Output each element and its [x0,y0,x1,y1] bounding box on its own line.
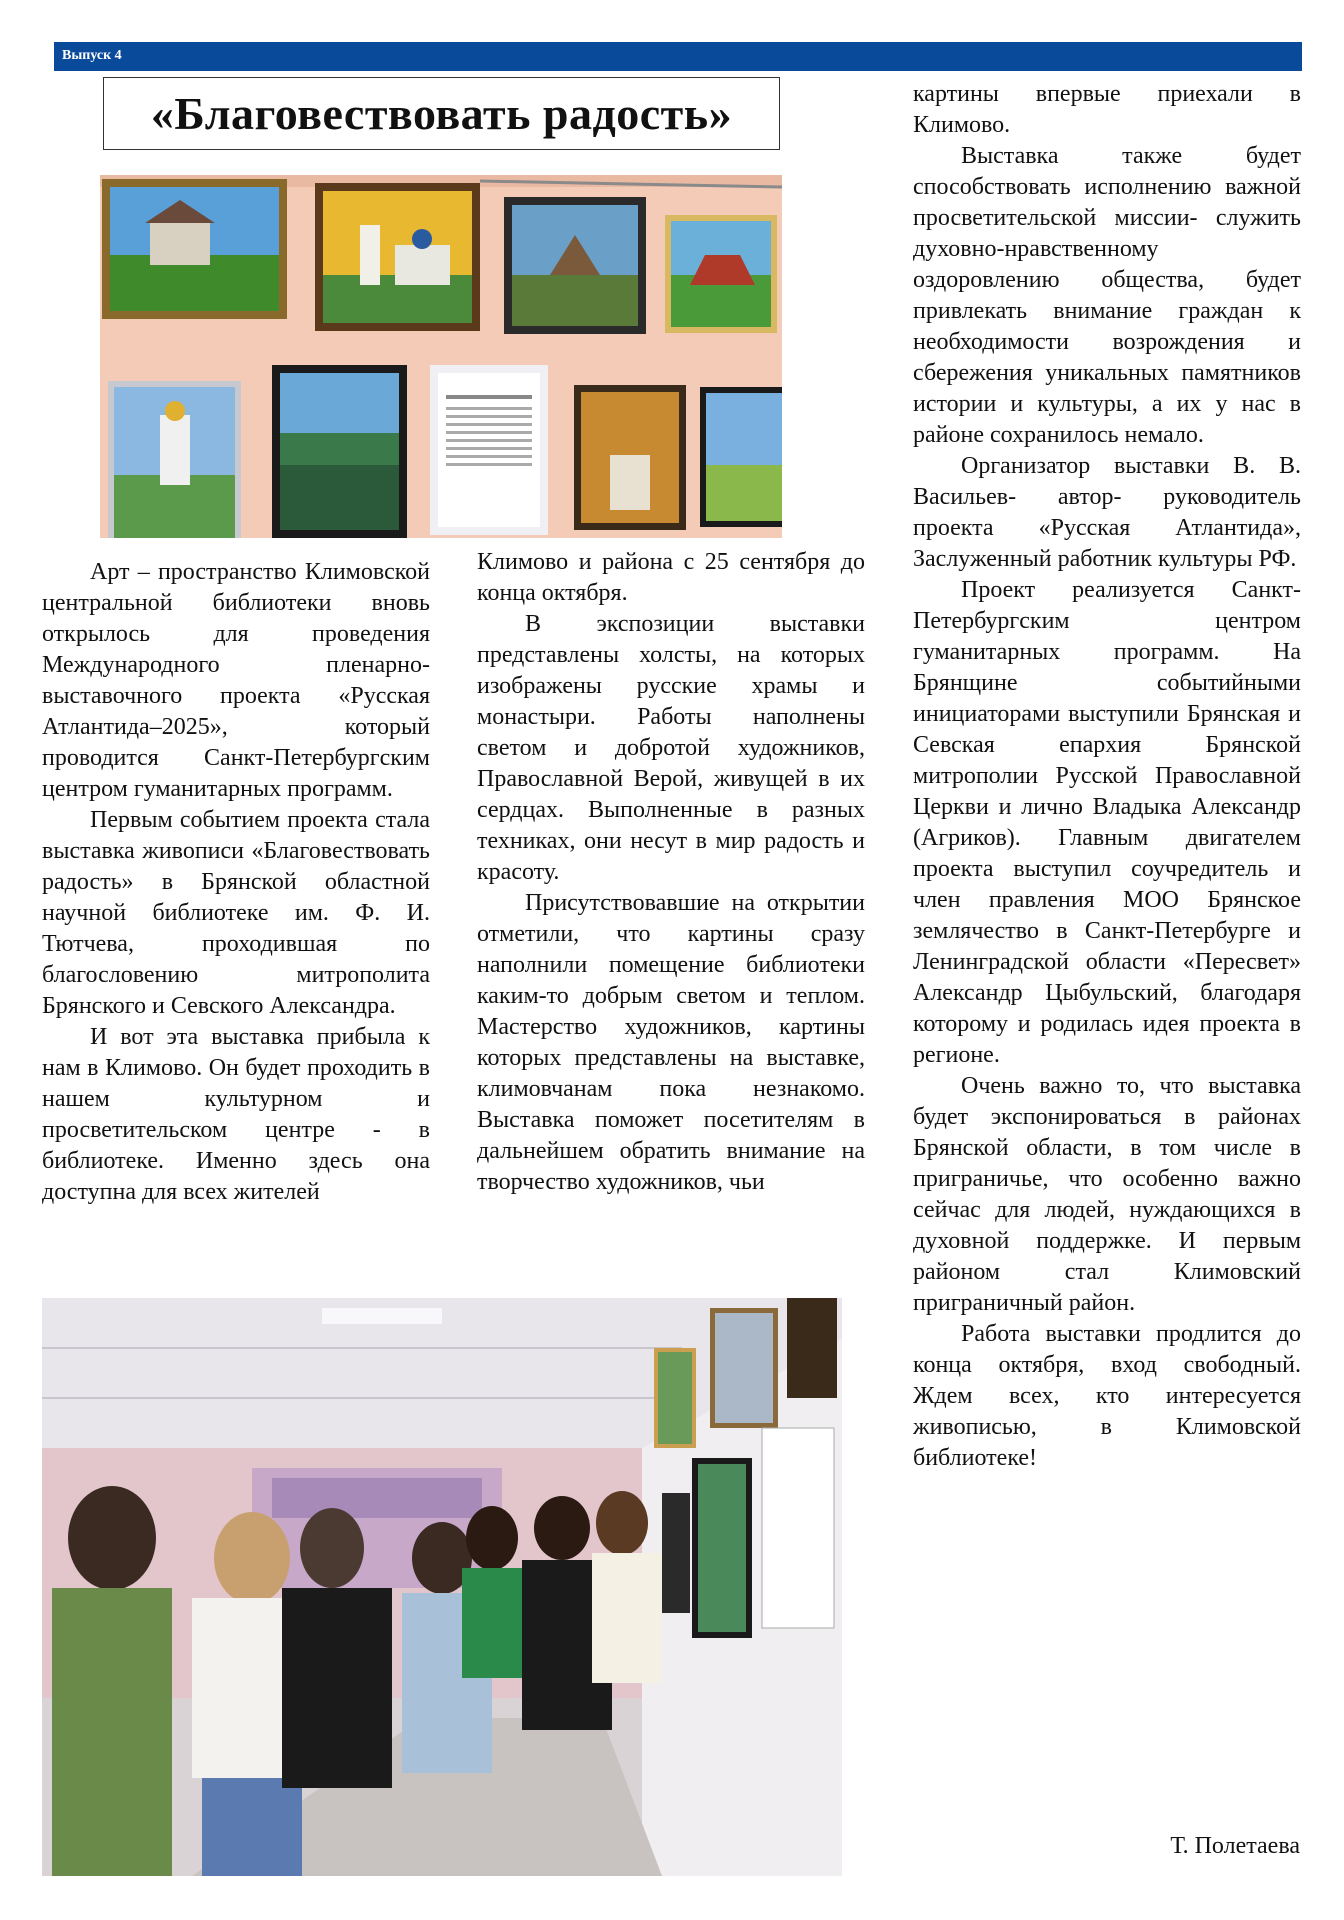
issue-label: Выпуск 4 [62,48,122,63]
paragraph: Очень важно то, что выставка будет экспонироваться в районах Брянской области, в том числе в приграничье, что особенно важно сейчас для людей, нуждающихся в духовной поддержке. И первым районом стал Климовский приграничный район. [913,1073,1301,1316]
paragraph: И вот эта выставка прибыла к нам в Климово. Он будет проходить в нашем культурном и просветительском центре - в библиотеке. Именно здесь она доступна для всех жителей [42,1024,430,1205]
article-column-3 [913,79,1301,1474]
paragraph: Выставка также будет способствовать исполнению важной просветительской миссии- служить духовно-нравственному оздоровлению общества, будет привлекать внимание граждан к необходимости возрождения и сбережения уникальных памятников истории и культуры, а их у нас в районе сохранилось немало. [913,143,1301,448]
paragraph: картины впервые приехали в Климово. [913,81,1301,138]
article-column-2 [477,547,865,1198]
paragraph: Проект реализуется Санкт-Петербургским центром гуманитарных программ. На Брянщине событийными инициаторами выступили Брянская и Севская епархия Брянской митрополии Русской Православной Церкви и лично Владыка Александр (Агриков). Главным двигателем проекта выступил соучредитель и член правления МОО Брянское землячество в Санкт-Петербурге и Ленинградской области «Пересвет» Александр Цыбульский, благодаря которому и родилась идея проекта в регионе. [913,577,1301,1068]
paragraph: Работа выставки продлится до конца октября, вход свободный. Ждем всех, кто интересуется живописью, в Климовской библиотеке! [913,1321,1301,1471]
paragraph: В экспозиции выставки представлены холсты, на которых изображены русские храмы и монастыри. Работы наполнены светом и добротой художников, Православной Верой, живущей в их сердцах. Выполненные в разных техниках, они несут в мир радость и красоту. [477,611,865,885]
paragraph: Присутствовавшие на открытии отметили, что картины сразу наполнили помещение библиотеки каким-то добрым светом и теплом. Мастерство художников, картины которых представлены на выставке, климовчанам пока незнакомо. Выставка поможет посетителям в дальнейшем обратить внимание на творчество художников, чьи [477,890,865,1195]
author-signature: Т. Полетаева [1170,1833,1300,1859]
paragraph: Арт – пространство Климовской центральной библиотеки вновь открылось для проведения Международного пленарно-выставочного проекта «Русская Атлантида–2025», который проводится Санкт-Петербургским центром гуманитарных программ. [42,559,430,802]
paragraph: Первым событием проекта стала выставка живописи «Благовествовать радость» в Брянской областной научной библиотеке им. Ф. И. Тютчева, проходившая по благословению митрополита Брянского и Севского Александра. [42,807,430,1019]
article-column-1 [42,557,430,1208]
paragraph: Организатор выставки В. В. Васильев- автор- руководитель проекта «Русская Атлантида», Заслуженный работник культуры РФ. [913,453,1301,572]
paragraph: Климово и района с 25 сентября до конца октября. [477,549,865,606]
visitors-illustration [42,1298,842,1876]
header-bar [54,42,1302,71]
visitors-photo [42,1298,842,1876]
paintings-illustration [100,175,782,538]
article-title: «Благовествовать радость» [150,88,733,139]
exhibition-paintings-photo [100,175,782,538]
title-box [103,77,780,150]
